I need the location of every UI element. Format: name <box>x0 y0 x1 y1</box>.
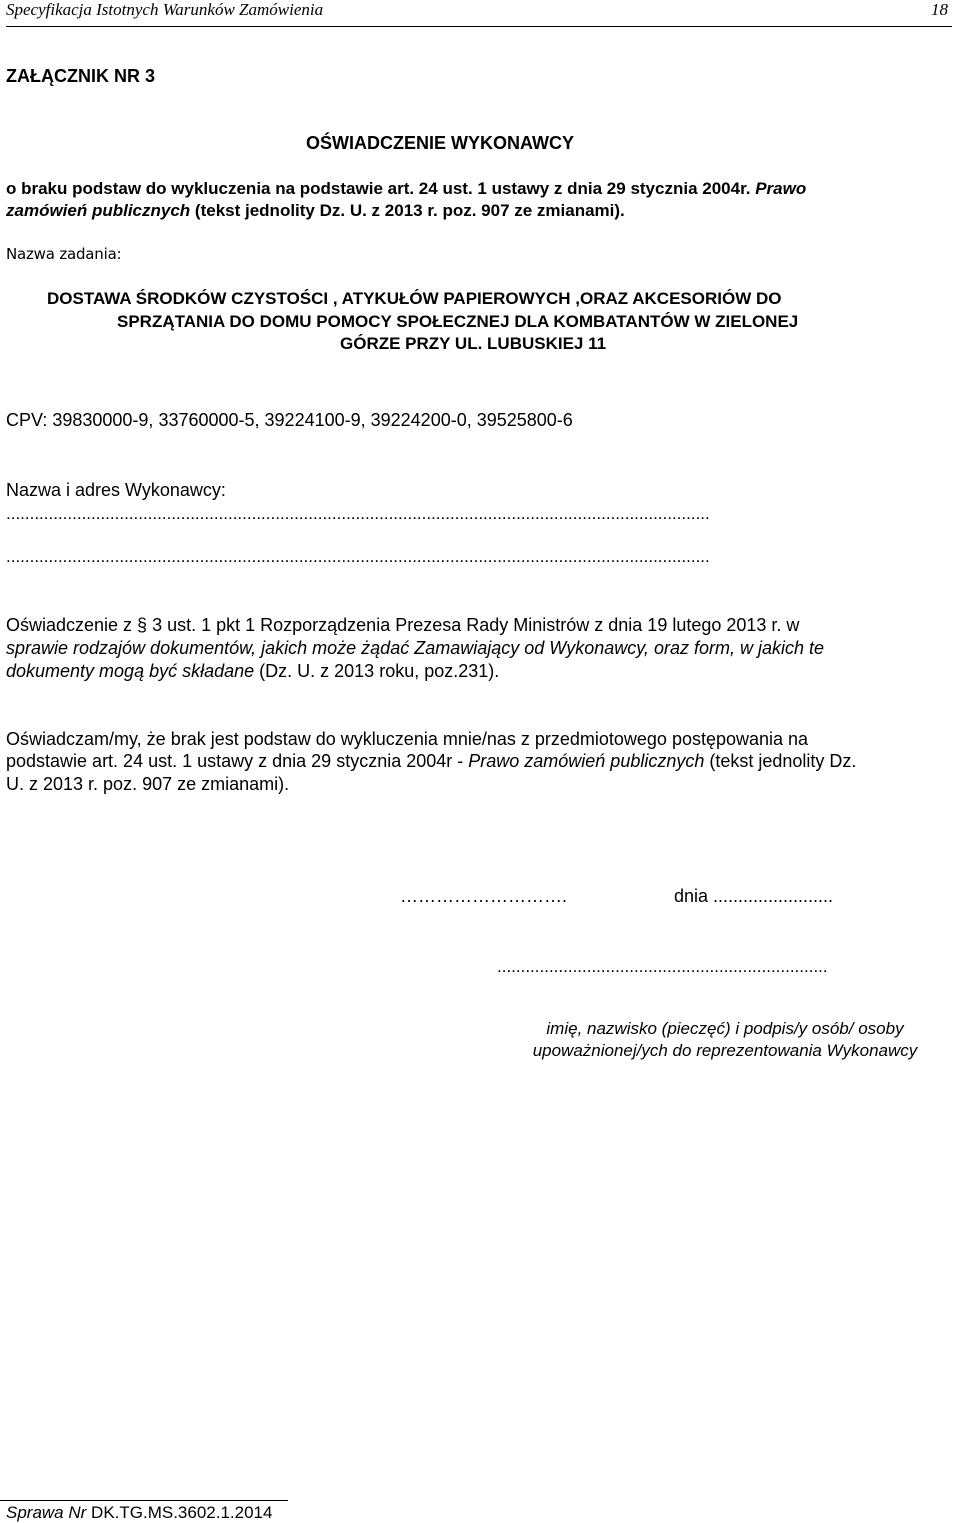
footer-case-number: DK.TG.MS.3602.1.2014 <box>86 1503 273 1522</box>
page-footer <box>6 1503 272 1523</box>
page-number: 18 <box>931 0 948 19</box>
subtitle-act-name-part2: zamówień publicznych <box>6 201 191 220</box>
statement-line-2 <box>6 751 856 772</box>
task-name-line-1: DOSTAWA ŚRODKÓW CZYSTOŚCI , ATYKUŁÓW PAPIEROWYCH ,ORAZ AKCESORIÓW DO <box>47 289 782 308</box>
statement-line-2-text-b: (tekst jednolity Dz. <box>704 751 857 771</box>
footer-label: Sprawa Nr <box>6 1503 87 1522</box>
signature-dots: ...................................................................... <box>497 957 828 976</box>
statement-act-name: Prawo zamówień publicznych <box>468 751 705 771</box>
subtitle-line-1 <box>6 179 806 199</box>
statement-line-3: U. z 2013 r. poz. 907 ze zmianami). <box>6 774 290 794</box>
regulation-line-1: Oświadczenie z § 3 ust. 1 pkt 1 Rozporządzenia Prezesa Rady Ministrów z dnia 19 lutego 2013 r. w <box>6 615 800 635</box>
subtitle-line-2 <box>6 201 625 221</box>
contractor-dots-line-1: ..................................................................................................................................................... <box>6 504 710 523</box>
signature-caption-line-1: imię, nazwisko (pieczęć) i podpis/y osób/ osoby <box>546 1019 904 1038</box>
regulation-line-3 <box>6 661 499 682</box>
contractor-label: Nazwa i adres Wykonawcy: <box>6 480 226 500</box>
task-name-line-3: GÓRZE PRZY UL. LUBUSKIEJ 11 <box>340 334 607 353</box>
signature-caption-line-2: upoważnionej/ych do reprezentowania Wykonawcy <box>532 1041 918 1060</box>
statement-line-2-text-a: podstawie art. 24 ust. 1 ustawy z dnia 29 stycznia 2004r - <box>6 751 469 771</box>
header-title: Specyfikacja Istotnych Warunków Zamówienia <box>6 0 324 19</box>
task-name-line-2: SPRZĄTANIA DO DOMU POMOCY SPOŁECZNEJ DLA KOMBATANTÓW W ZIELONEJ <box>117 312 799 331</box>
regulation-line-3-text: (Dz. U. z 2013 roku, poz.231). <box>254 661 500 681</box>
task-label: Nazwa zadania: <box>6 245 122 263</box>
place-dots: ………………………. <box>400 886 568 906</box>
cpv-codes: CPV: 39830000-9, 33760000-5, 39224100-9, 39224200-0, 39525800-6 <box>6 410 573 430</box>
declaration-title: OŚWIADCZENIE WYKONAWCY <box>306 133 574 153</box>
statement-line-1: Oświadczam/my, że brak jest podstaw do wykluczenia mnie/nas z przedmiotowego postępowania na <box>6 729 809 749</box>
annex-heading: ZAŁĄCZNIK NR 3 <box>6 66 155 86</box>
subtitle-line-1-text: o braku podstaw do wykluczenia na podstawie art. 24 ust. 1 ustawy z dnia 29 stycznia 2004r. <box>6 179 756 198</box>
subtitle-line-2-text: (tekst jednolity Dz. U. z 2013 r. poz. 907 ze zmianami). <box>190 201 625 220</box>
date-field: dnia ........................ <box>674 886 834 906</box>
contractor-dots-line-2: ..................................................................................................................................................... <box>6 547 710 566</box>
regulation-line-3-italic: dokumenty mogą być składane <box>6 661 255 681</box>
footer-rule <box>0 1500 288 1501</box>
subtitle-act-name-part1: Prawo <box>755 179 807 198</box>
page-header <box>6 0 952 27</box>
regulation-line-2: sprawie rodzajów dokumentów, jakich może żądać Zamawiający od Wykonawcy, oraz form, w jakich te <box>6 638 824 658</box>
